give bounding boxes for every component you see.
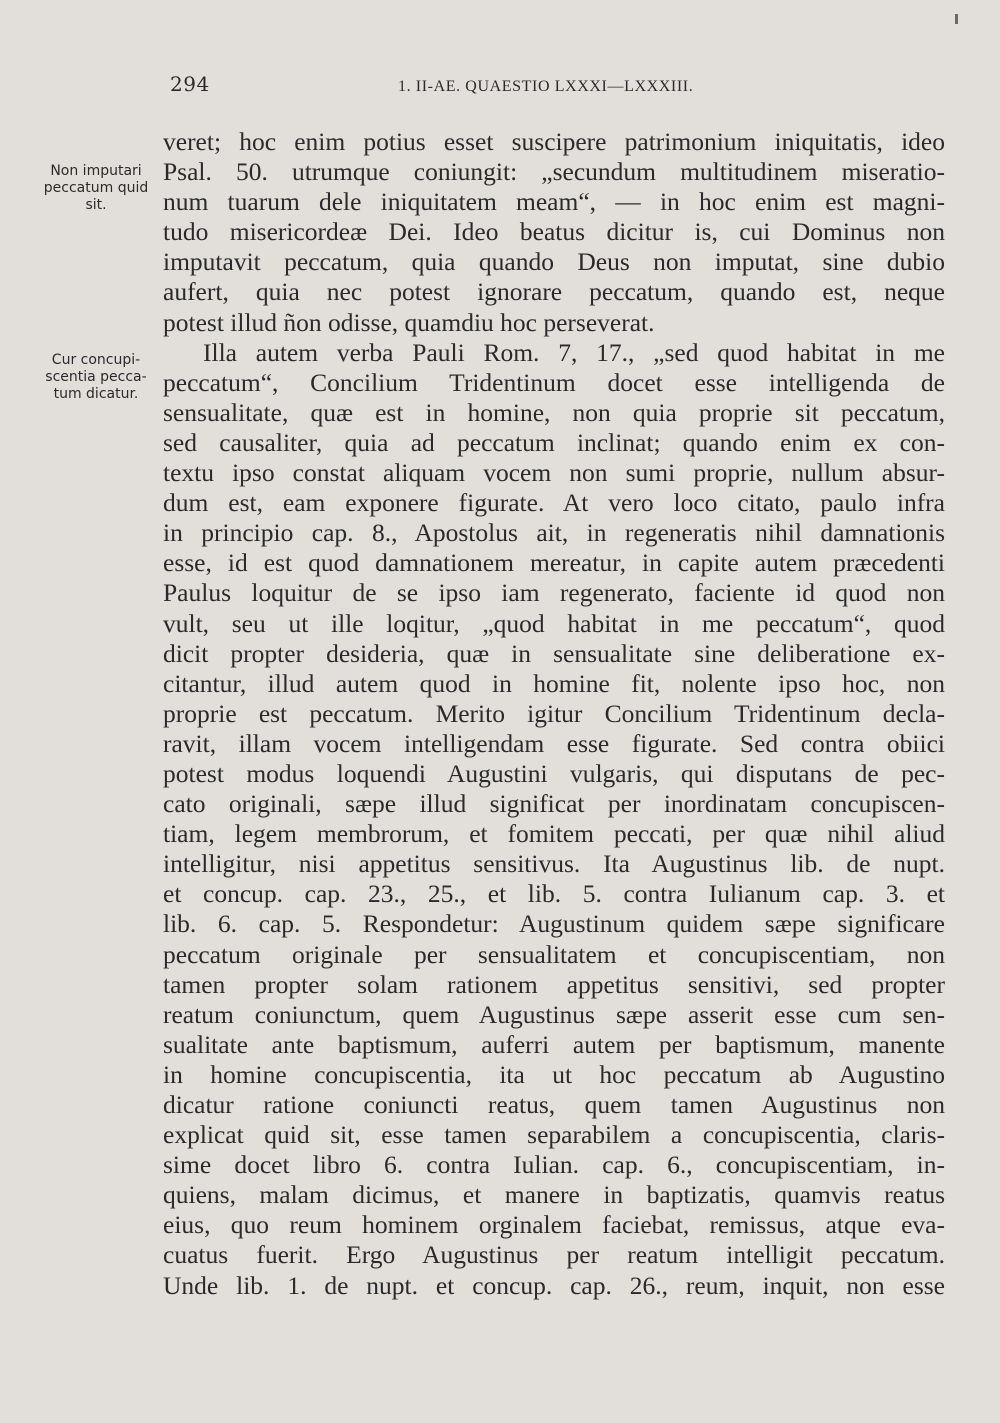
margin-note-line: sit. [85, 197, 107, 213]
text-line: Paulus loquitur de se ipso iam regenerato, faciente id quod non [163, 578, 945, 608]
text-line: reatum coniunctum, quem Augustinus sæpe asserit esse cum sen- [163, 999, 945, 1029]
text-line: aufert, quia nec potest ignorare peccatum, quando est, neque [163, 277, 945, 307]
text-line: sime docet libro 6. contra Iulian. cap. 6., concupiscentiam, in- [163, 1150, 945, 1180]
text-line: imputavit peccatum, quia quando Deus non imputat, sine dubio [163, 247, 945, 277]
text-line: tudo misericordeæ Dei. Ideo beatus dicitur is, cui Dominus non [163, 217, 945, 247]
text-line: sualitate ante baptismum, auferri autem per baptismum, manente [163, 1029, 945, 1059]
text-line: dicatur ratione coniuncti reatus, quem tamen Augustinus non [163, 1090, 945, 1119]
margin-note-cur-concupiscentia [36, 352, 156, 403]
margin-note-line: Non imputari [50, 163, 142, 179]
text-line: lib. 6. cap. 5. Respondetur: Augustinum quidem sæpe significare [163, 909, 945, 939]
text-line: cato originali, sæpe illud significat per inordinatam concupiscen- [163, 789, 945, 819]
text-line: quiens, malam dicimus, et manere in baptizatis, quamvis reatus [163, 1180, 945, 1210]
text-line: veret; hoc enim potius esset suscipere patrimonium iniquitatis, ideo [163, 127, 945, 156]
text-line: cuatus fuerit. Ergo Augustinus per reatum intelligit peccatum. [163, 1240, 945, 1270]
text-line: dum est, eam exponere figurate. At vero loco citato, paulo infra [163, 488, 945, 518]
margin-note-line: peccatum quid [43, 180, 149, 196]
text-line: textu ipso constat aliquam vocem non sumi proprie, nullum absur- [163, 458, 945, 488]
text-line: potest modus loquendi Augustini vulgaris, qui disputans de pec- [163, 758, 945, 788]
text-line: Illa autem verba Pauli Rom. 7, 17., „sed quod habitat in me [203, 337, 945, 367]
text-line: eius, quo reum hominem orginalem faciebat, remissus, atque eva- [163, 1210, 945, 1240]
text-line: tiam, legem membrorum, et fomitem peccati, per quæ nihil aliud [163, 819, 945, 849]
page-number: 294 [170, 72, 210, 96]
margin-note-line: Cur concupi- [51, 352, 141, 368]
text-line: Unde lib. 1. de nupt. et concup. cap. 26., reum, inquit, non esse [163, 1270, 945, 1300]
text-line: sensualitate, quæ est in homine, non quia proprie sit peccatum, [163, 397, 945, 427]
body-text [163, 127, 945, 1301]
text-line: citantur, illud autem quod in homine fit, nolente ipso hoc, non [163, 668, 945, 698]
text-line: ravit, illam vocem intelligendam esse figurate. Sed contra obiici [163, 728, 945, 758]
text-line: et concup. cap. 23., 25., et lib. 5. contra Iulianum cap. 3. et [163, 879, 945, 909]
text-line: proprie est peccatum. Merito igitur Concilium Tridentinum decla- [163, 698, 945, 728]
running-title: 1. II-AE. QUAESTIO LXXXI—LXXXIII. [398, 78, 694, 95]
text-line: explicat quid sit, esse tamen separabilem a concupiscentia, claris- [163, 1120, 945, 1150]
text-line: sed causaliter, quia ad peccatum inclinat; quando enim ex con- [163, 427, 945, 457]
text-line: Psal. 50. utrumque coniungit: „secundum multitudinem miseratio- [163, 157, 945, 187]
margin-note-line: tum dicatur. [53, 386, 139, 402]
text-line: esse, id est quod damnationem mereatur, in capite autem præcedenti [163, 548, 945, 578]
text-line: peccatum originale per sensualitatem et concupiscentiam, non [163, 939, 945, 969]
margin-note-non-imputari [36, 163, 156, 214]
text-line: peccatum“, Concilium Tridentinum docet esse intelligenda de [163, 367, 945, 397]
margin-note-line: scentia pecca- [45, 369, 147, 385]
text-line: in principio cap. 8., Apostolus ait, in regeneratis nihil damnationis [163, 518, 945, 548]
corner-mark [955, 14, 958, 24]
text-line: in homine concupiscentia, ita ut hoc peccatum ab Augustino [163, 1059, 945, 1089]
text-line: num tuarum dele iniquitatem meam“, — in hoc enim est magni- [163, 187, 945, 217]
text-line: tamen propter solam rationem appetitus sensitivi, sed propter [163, 969, 945, 999]
text-line: intelligitur, nisi appetitus sensitivus. Ita Augustinus lib. de nupt. [163, 849, 945, 879]
text-line: vult, seu ut ille loqitur, „quod habitat in me peccatum“, quod [163, 608, 945, 638]
text-line: dicit propter desideria, quæ in sensualitate sine deliberatione ex- [163, 638, 945, 668]
text-line: potest illud ñon odisse, quamdiu hoc perseverat. [163, 307, 655, 337]
